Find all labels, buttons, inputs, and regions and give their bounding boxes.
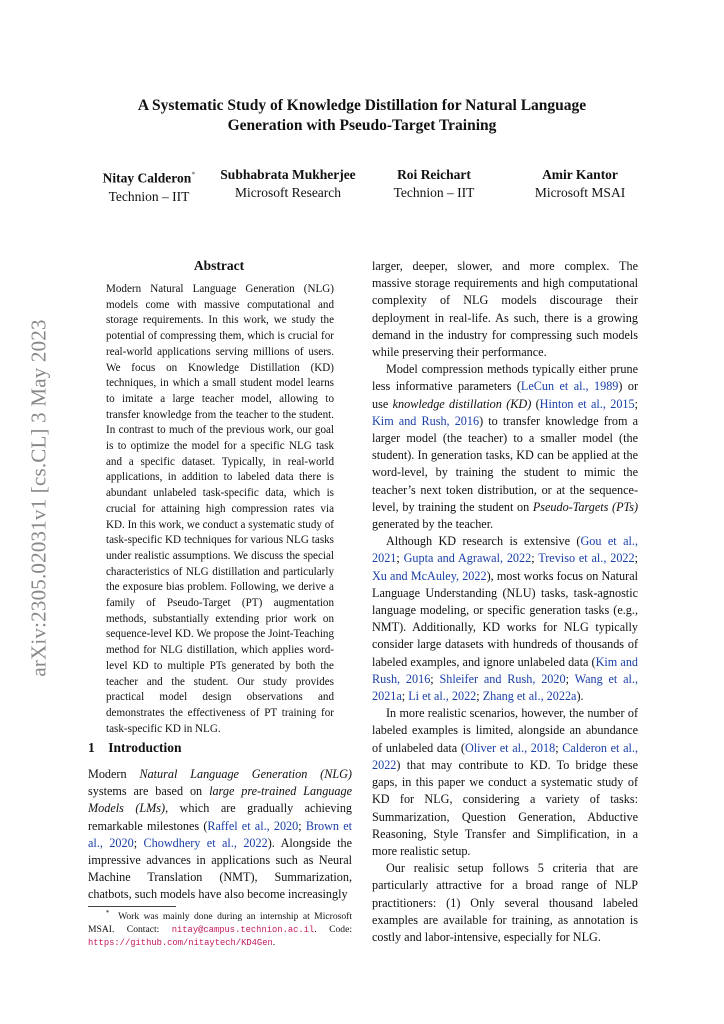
author-3 bbox=[370, 166, 498, 202]
intro-paragraph-4: Although KD research is extensive (Gou et al., 2021; Gupta and Agrawal, 2022; Treviso et al., 2022; Xu and McAuley, 2022), most works focus on Natural Language Understanding (NLU) tasks, task-agnostic language modeling, or specific generation tasks (e.g., NMT). Additionally, KD works for NLG typically consider large datasets with hundreds of thousands of labeled examples, and ignore unlabeled data (Kim and Rush, 2016; Shleifer and Rush, 2020; Wang et al., 2021a; Li et al., 2022; Zhang et al., 2022a). bbox=[372, 534, 639, 704]
author-2 bbox=[210, 166, 366, 202]
code-url[interactable]: https://github.com/nitaytech/KD4Gen bbox=[88, 937, 273, 948]
author-4 bbox=[514, 166, 646, 202]
abstract-text: Modern Natural Language Generation (NLG) models come with massive computational and storage requirements. In this work, we study the potential of compressing them, which is crucial for real-world applications serving millions of users. We focus on Knowledge Distillation (KD) techniques, in which a small student model learns to imitate a large teacher model, allowing to transfer knowledge from the teacher to the student. In contrast to much of the previous work, our goal is to optimize the model for a specific NLG task and a specific dataset. Typically, in real-world applications, in addition to labeled data there is abundant unlabeled task-specific data, which is crucial for attaining high compression rates via KD. In this work, we conduct a systematic study of task-specific KD techniques for various NLG tasks under realistic assumptions. We discuss the special characteristics of NLG distillation and particularly the exposure bias problem. Following, we derive a family of Pseudo-Target (PT) augmentation methods, substantially extending prior work on sequence-level KD. We propose the Joint-Teaching method for NLG distillation, which applies word-level KD to multiple PTs generated by both the teacher and the student. Our study provides practical model design observations and demonstrates the effectiveness of PT training for task-specific KD in NLG. bbox=[106, 283, 334, 735]
citation-link[interactable]: Raffel et al., 2020 bbox=[207, 818, 299, 833]
intro-right-column bbox=[372, 258, 638, 946]
citation-link[interactable]: Kim and Rush, 2016 bbox=[372, 413, 480, 428]
section-title: Introduction bbox=[108, 740, 182, 755]
intro-paragraph-2: larger, deeper, slower, and more complex. The massive storage requirements and high computational complexity of NLG models discourage their deployment in real-life. As such, there is a growing demand in the industry for compressing such models while preserving their performance. bbox=[372, 259, 638, 360]
author-footnote-mark: * bbox=[191, 170, 196, 179]
citation-link[interactable]: Li et al., 2022 bbox=[408, 689, 477, 704]
citation-link[interactable]: Oliver et al., 2018 bbox=[464, 740, 556, 755]
citation-link[interactable]: Gupta and Agrawal, 2022 bbox=[403, 551, 532, 566]
citation-link[interactable]: Shleifer and Rush, 2020 bbox=[439, 671, 566, 686]
abstract-heading: Abstract bbox=[193, 258, 245, 273]
citation-link[interactable]: Chowdhery et al., 2022 bbox=[143, 835, 268, 850]
abstract-body bbox=[106, 282, 334, 737]
citation-link[interactable]: Xu and McAuley, 2022 bbox=[372, 568, 487, 583]
paper-title bbox=[60, 96, 664, 136]
citation-link[interactable]: Gou et al., 2021 bbox=[372, 534, 638, 566]
intro-paragraph-3: Model compression methods typically either prune less informative parameters (LeCun et al., 1989) or use knowledge distillation (KD) (Hinton et al., 2015; Kim and Rush, 2016) to transfer knowledge from a larger model (the teacher) to a smaller model (the student). In generation tasks, KD can be applied at the word-level, by training the student to mimic the teacher’s next token distribution, or at the sequence-level, by training the student on Pseudo-Targets (PTs) generated by the teacher. bbox=[372, 362, 639, 532]
intro-paragraph-6: Our realisic setup follows 5 criteria that are particularly attractive for a broad range of NLP practitioners: (1) Only several thousand labeled examples are available for training, as annotation is costly and labor-intensive, especially for NLG. bbox=[372, 861, 638, 944]
author-affiliation: Technion – IIT bbox=[393, 185, 475, 200]
title-line-2: Generation with Pseudo-Target Training bbox=[227, 117, 497, 134]
intro-paragraph-5: In more realistic scenarios, however, the number of labeled examples is limited, alongside an abundance of unlabeled data (Oliver et al., 2018; Calderon et al., 2022) that may contribute to KD. To bridge these gaps, in this paper we conduct a systematic study of KD for NLG, considering a variety of tasks: Summarization, Question Generation, Abductive Reasoning, Style Transfer and Simplification, in a more realistic setup. bbox=[372, 706, 638, 858]
section-heading bbox=[88, 740, 182, 756]
author-affiliation: Microsoft Research bbox=[234, 185, 342, 200]
author-affiliation: Microsoft MSAI bbox=[534, 185, 626, 200]
citation-link[interactable]: Calderon et al., 2022 bbox=[372, 740, 638, 772]
section-number: 1 bbox=[88, 740, 95, 755]
citation-link[interactable]: Treviso et al., 2022 bbox=[538, 551, 635, 566]
contact-email[interactable]: nitay@campus.technion.ac.il bbox=[171, 924, 315, 935]
intro-left-column bbox=[88, 766, 352, 904]
citation-link[interactable]: Kim and Rush, 2016 bbox=[372, 654, 639, 686]
arxiv-id: arXiv:2305.02031v1 [cs.CL] 3 May 2023 bbox=[26, 319, 51, 677]
author-name: Roi Reichart bbox=[397, 167, 471, 182]
author-name: Subhabrata Mukherjee bbox=[220, 167, 356, 182]
citation-link[interactable]: LeCun et al., 1989 bbox=[520, 379, 619, 394]
author-1 bbox=[84, 166, 214, 206]
author-name: Nitay Calderon bbox=[102, 170, 192, 186]
footnote: * Work was mainly done during an internship at Microsoft MSAI. Contact: nitay@campus.technion.ac.il. Code: https://github.com/nitaytech/KD4Gen. bbox=[88, 909, 353, 948]
citation-link[interactable]: Zhang et al., 2022a bbox=[482, 689, 577, 704]
citation-link[interactable]: Brown et al., 2020 bbox=[88, 818, 352, 850]
citation-link[interactable]: Hinton et al., 2015 bbox=[539, 396, 635, 411]
footnote-mark: * bbox=[105, 909, 110, 917]
citation-link[interactable]: Wang et al., 2021a bbox=[372, 671, 639, 704]
author-name: Amir Kantor bbox=[542, 167, 618, 182]
intro-paragraph-1: Modern Natural Language Generation (NLG) systems are based on large pre-trained Language Models (LMs), which are gradually achieving remarkable milestones (Raffel et al., 2020; Brown et al., 2020; Chowdhery et al., 2022). Alongside the impressive advances in applications such as Neural Machine Translation (NMT), Summarization, chatbots, such models have also become increasingly bbox=[88, 767, 353, 902]
author-affiliation: Technion – IIT bbox=[108, 188, 190, 204]
title-line-1: A Systematic Study of Knowledge Distillation for Natural Language bbox=[137, 97, 587, 114]
